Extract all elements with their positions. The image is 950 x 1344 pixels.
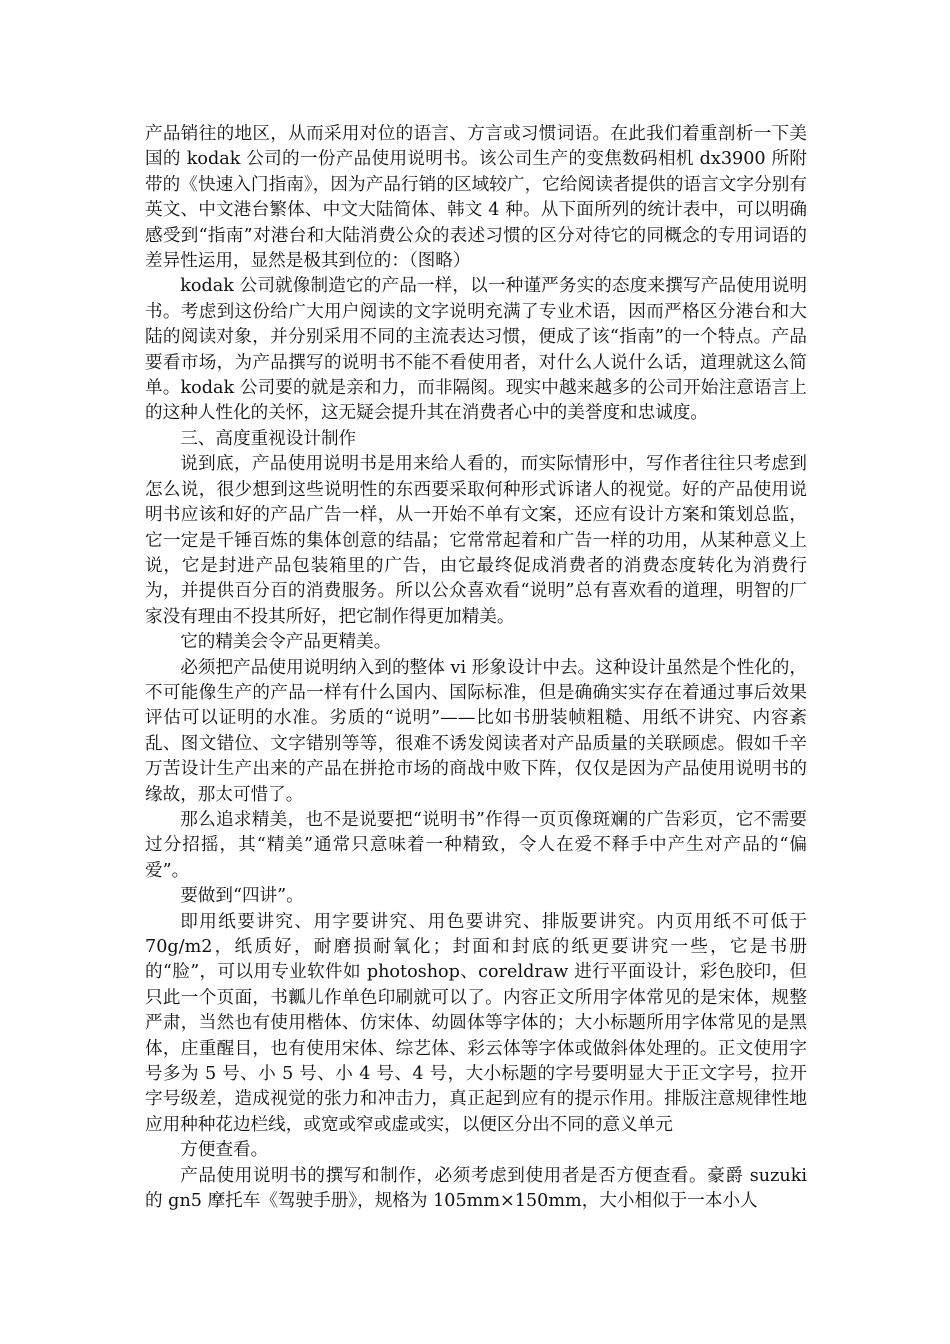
body-paragraph-2: kodak 公司就像制造它的产品一样，以一种谨严务实的态度来撰写产品使用说明书。考虑到这份给广大用户阅读的文字说明充满了专业术语，因而严格区分港台和大陆的阅读对象，并分别采用不同的主流表达习惯，便成了该“指南”的一个特点。产品要看市场，为产品撰写的说明书不能不看使用者，对什么人说什么话，道理就这么简单。kodak 公司要的就是亲和力，而非隔阂。现实中越来越多的公司开始注意语言上的这种人性化的关怀，这无疑会提升其在消费者心中的美誉度和忠诚度。: [145, 276, 807, 424]
document-page: [145, 122, 807, 1214]
body-paragraph-1: 产品销往的地区，从而采用对位的语言、方言或习惯词语。在此我们着重剖析一下美国的 kodak 公司的一份产品使用说明书。该公司生产的变焦数码相机 dx3900 所附带的《快速入门指南》，因为产品行销的区域较广，它给阅读者提供的语言文字分别有英文、中文港台繁体、中文大陆简体、韩文 4 种。从下面所列的统计表中，可以明确感受到“指南”对港台和大陆消费公众的表述习惯的区分对待它的同概念的专用词语的差异性运用，显然是极其到位的：（图略）: [145, 124, 807, 272]
body-paragraph-9: 方便查看。: [180, 1140, 269, 1161]
body-paragraph-6: 那么追求精美，也不是说要把“说明书”作得一页页像斑斓的广告彩页，它不需要过分招摇，其“精美”通常只意味着一种精致，令人在爱不释手中产生对产品的“偏爱”。: [145, 809, 807, 881]
body-paragraph-3: 说到底，产品使用说明书是用来给人看的，而实际情形中，写作者往往只考虑到怎么说，很少想到这些说明性的东西要采取何种形式诉诸人的视觉。好的产品使用说明书应该和好的产品广告一样，从一开始不单有文案，还应有设计方案和策划总监，它一定是千锤百炼的集体创意的结晶；它常常起着和广告一样的功用，从某种意义上说，它是封进产品包装箱里的广告，由它最终促成消费者的消费态度转化为消费行为，并提供百分百的消费服务。所以公众喜欢看“说明”总有喜欢看的道理，明智的厂家没有理由不投其所好，把它制作得更加精美。: [145, 454, 807, 627]
body-paragraph-10: 产品使用说明书的撰写和制作，必须考虑到使用者是否方便查看。豪爵 suzuki 的 gn5 摩托车《驾驶手册》，规格为 105mm×150mm，大小相似于一本小人: [145, 1165, 807, 1212]
body-paragraph-8: 即用纸要讲究、用字要讲究、用色要讲究、排版要讲究。内页用纸不可低于 70g/m2，纸质好，耐磨损耐氧化；封面和封底的纸更要讲究一些，它是书册的“脸”，可以用专业软件如 photoshop、coreldraw 进行平面设计，彩色胶印，但只此一个页面，书瓤儿作单色印刷就可以了。内容正文所用字体常见的是宋体，规整严肃，当然也有使用楷体、仿宋体、幼圆体等字体的；大小标题所用字体常见的是黑体，庄重醒目，也有使用宋体、综艺体、彩云体等字体或做斜体处理的。正文使用字号多为 5 号、小 5 号、小 4 号、4 号，大小标题的字号要明显大于正文字号，拉开字号级差，造成视觉的张力和冲击力，真正起到应有的提示作用。排版注意规律性地应用种种花边栏线，或宽或窄或虚或实，以便区分出不同的意义单元: [145, 911, 807, 1135]
body-paragraph-7: 要做到“四讲”。: [180, 886, 304, 907]
section-heading: 三、高度重视设计制作: [180, 428, 357, 449]
body-paragraph-5: 必须把产品使用说明纳入到的整体 vi 形象设计中去。这种设计虽然是个性化的，不可能像生产的产品一样有什么国内、国际标准，但是确确实实存在着通过事后效果评估可以证明的水准。劣质的“说明”——比如书册装帧粗糙、用纸不讲究、内容紊乱、图文错位、文字错别等等，很难不诱发阅读者对产品质量的关联顾虑。假如千辛万苦设计生产出来的产品在拼抢市场的商战中败下阵，仅仅是因为产品使用说明书的缘故，那太可惜了。: [145, 657, 807, 805]
body-paragraph-4: 它的精美会令产品更精美。: [180, 632, 392, 653]
